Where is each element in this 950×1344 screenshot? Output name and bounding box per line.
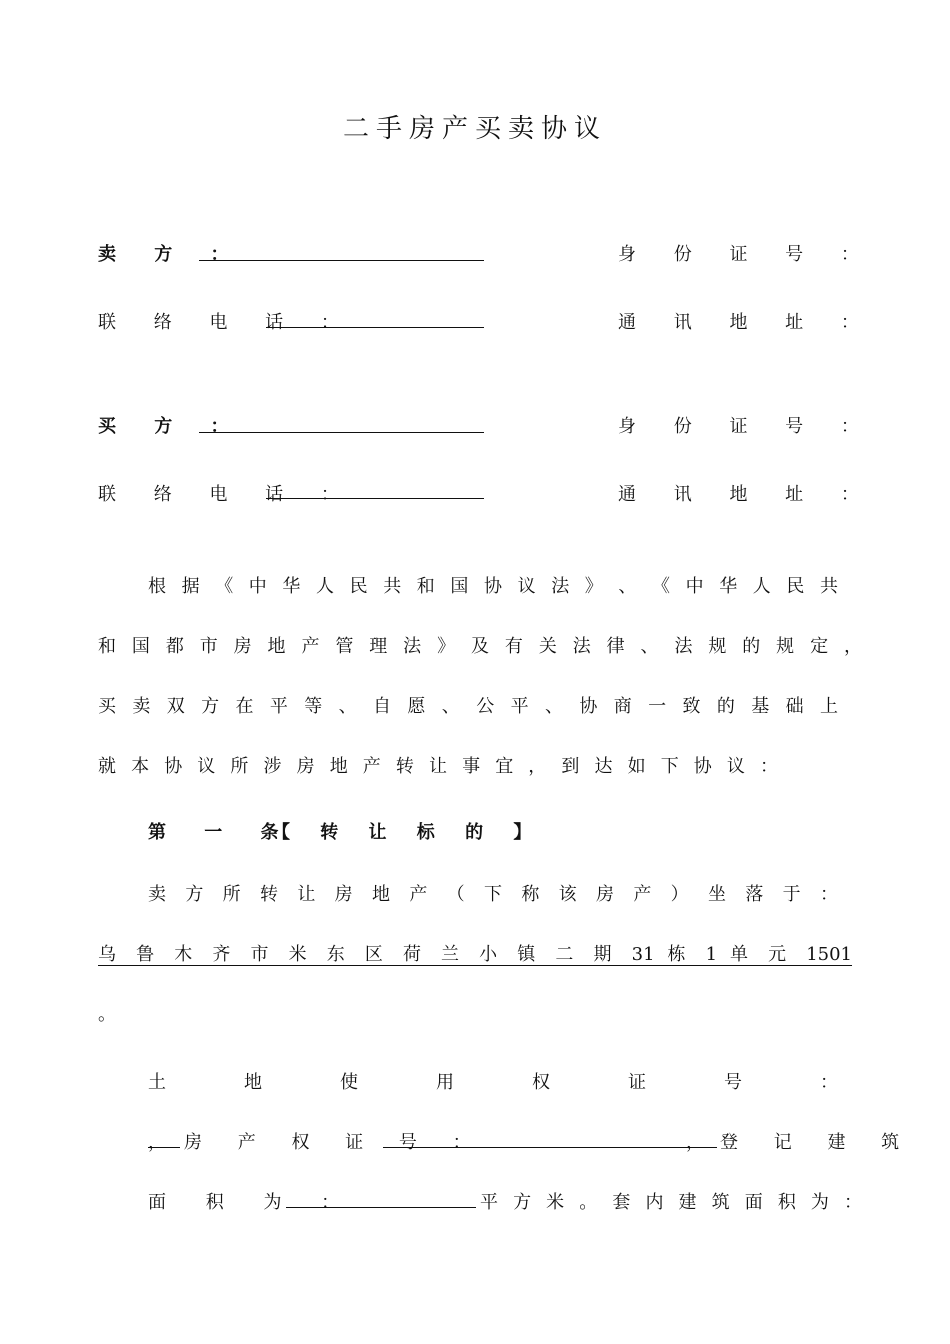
document-title: 二手房产买卖协议	[342, 114, 607, 144]
address-period: 。	[98, 1004, 116, 1025]
comma-lead: ，	[148, 1132, 166, 1153]
preamble-line-4: 就 本 协 议 所 涉 房 地 产 转 让 事 宜 ， 到 达 如 下 协 议 ：	[98, 756, 778, 777]
buyer-phone-blank[interactable]	[266, 498, 484, 499]
location-intro: 卖 方 所 转 让 房 地 产 （ 下 称 该 房 产 ） 坐 落 于 ：	[148, 884, 838, 905]
property-address[interactable]: 乌 鲁 木 齐 市 米 东 区 荷 兰 小 镇 二 期 31 栋 1 单 元 1501	[98, 944, 853, 965]
land-cert-blank[interactable]	[148, 1147, 180, 1148]
article-1-number: 第 一 条	[148, 822, 295, 843]
seller-phone-label: 联 络 电 话 ：	[98, 312, 355, 333]
land-cert-label: 土 地 使 用 权 证 号 ：	[148, 1072, 838, 1093]
seller-label: 卖 方 ：	[98, 244, 245, 265]
buyer-phone-label: 联 络 电 话 ：	[98, 484, 355, 505]
article-1-title: 【 转 让 标 的 】	[272, 822, 544, 843]
seller-name-blank[interactable]	[199, 260, 484, 261]
area-unit-text: 平 方 米 。 套 内 建 筑 面 积 为 ：	[480, 1192, 862, 1213]
seller-phone-blank[interactable]	[266, 327, 484, 328]
buyer-label: 买 方 ：	[98, 416, 245, 437]
buyer-address-label: 通 讯 地 址 ：	[618, 484, 875, 505]
seller-id-label: 身 份 证 号 ：	[618, 244, 875, 265]
property-cert-label: 房 产 权 证 号 ：	[184, 1132, 486, 1153]
comma-mid: ，	[686, 1132, 704, 1153]
area-label: 面 积 为 ：	[148, 1192, 357, 1213]
preamble-line-3: 买 卖 双 方 在 平 等 、 自 愿 、 公 平 、 协 商 一 致 的 基 础 上	[98, 696, 838, 717]
seller-address-label: 通 讯 地 址 ：	[618, 312, 875, 333]
buyer-id-label: 身 份 证 号 ：	[618, 416, 875, 437]
registered-area-label: 登 记 建 筑	[720, 1132, 915, 1153]
area-blank[interactable]	[286, 1207, 476, 1208]
buyer-name-blank[interactable]	[199, 432, 484, 433]
preamble-line-1: 根 据 《 中 华 人 民 共 和 国 协 议 法 》 、 《 中 华 人 民 共	[148, 576, 838, 597]
property-cert-blank[interactable]	[383, 1147, 717, 1148]
preamble-line-2: 和 国 都 市 房 地 产 管 理 法 》 及 有 关 法 律 、 法 规 的 规 定 ，	[98, 636, 862, 657]
